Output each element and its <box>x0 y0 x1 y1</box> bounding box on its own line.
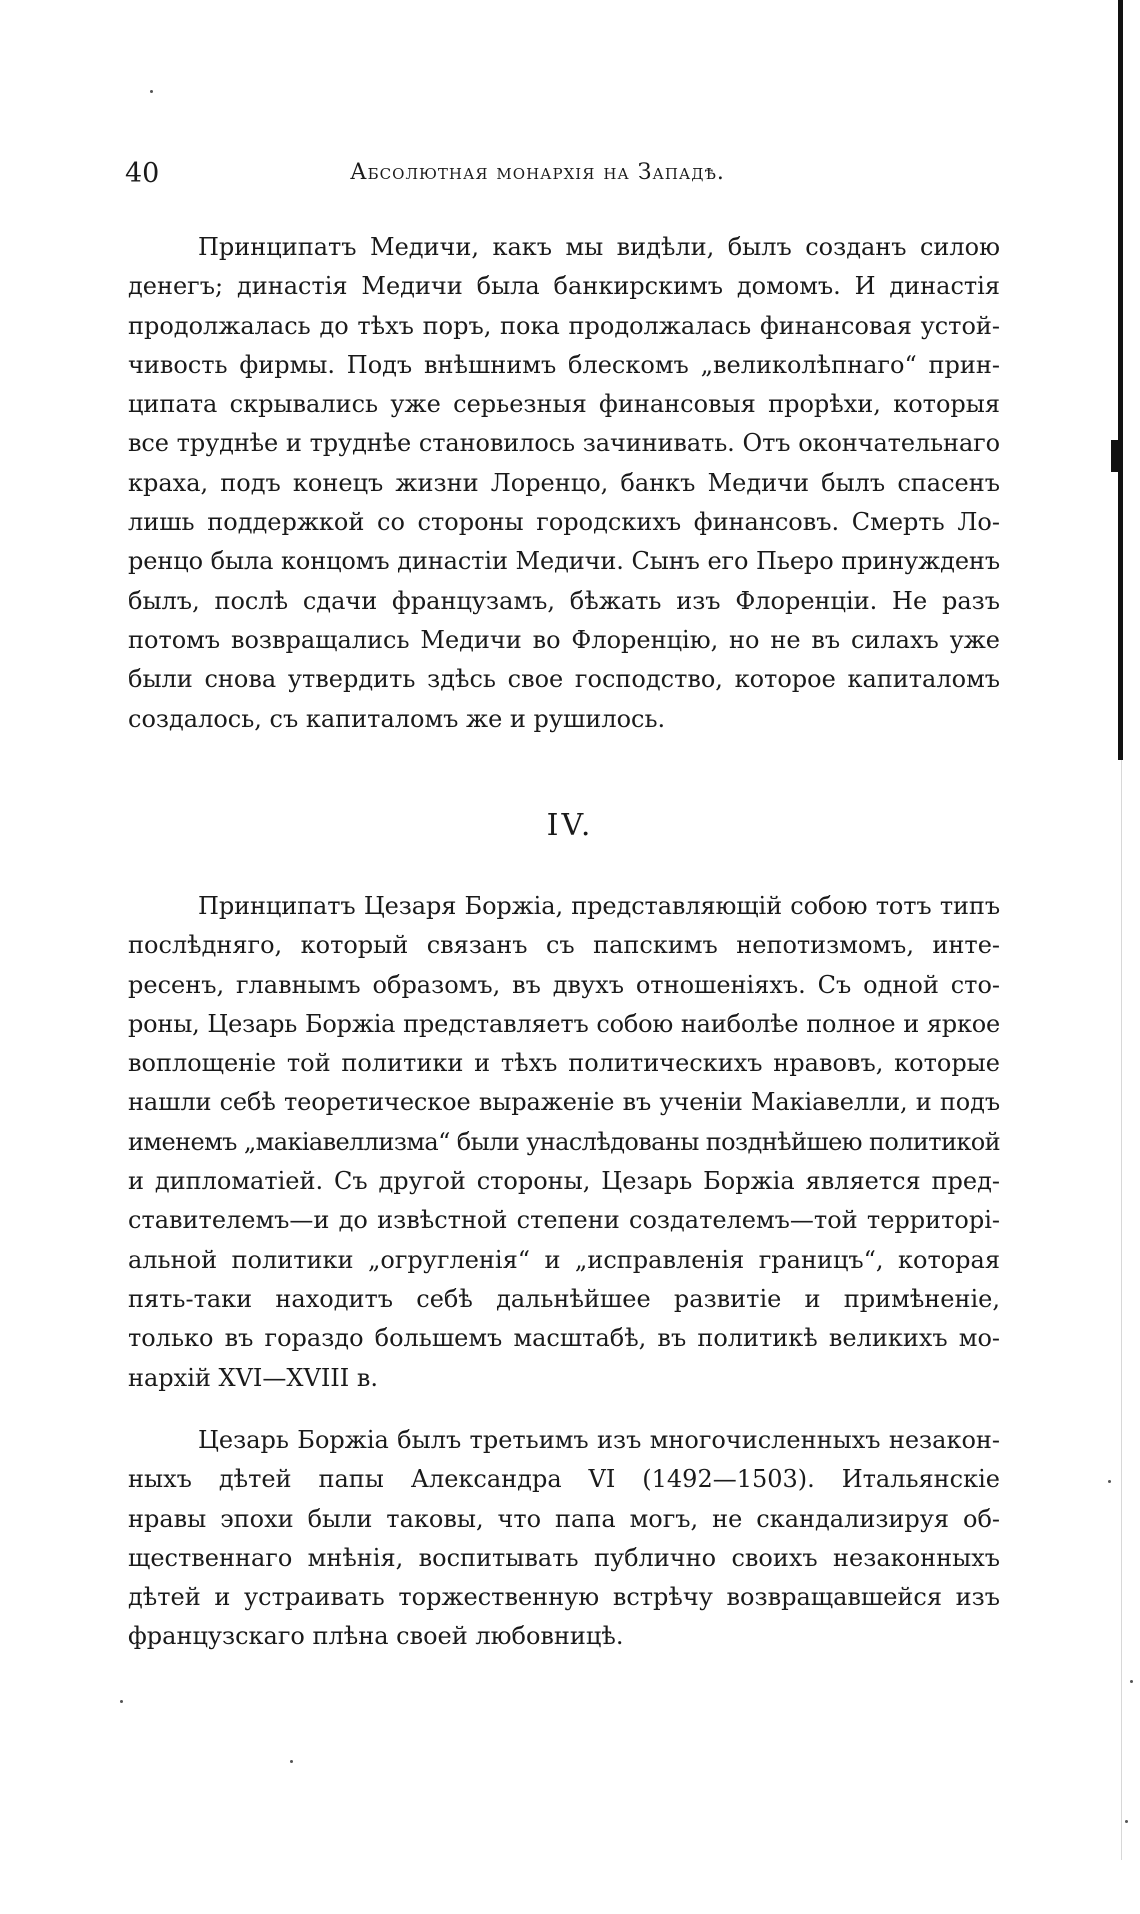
page-edge-line <box>1121 760 1122 1860</box>
text-line: создалось, съ капиталомъ же и рушилось. <box>128 704 666 733</box>
page-edge-mark <box>1111 440 1119 472</box>
scan-speck <box>1108 1480 1111 1483</box>
text-line: пять-таки находитъ себѣ дальнѣйшее развитіе и примѣненіе, <box>128 1284 1000 1313</box>
scan-speck <box>150 90 153 93</box>
text-line: чивость фирмы. Подъ внѣшнимъ блескомъ „великолѣпнаго“ прин- <box>128 350 1000 379</box>
text-line: лишь поддержкой со стороны городскихъ финансовъ. Смерть Ло- <box>128 508 1000 537</box>
text-line: потомъ возвращались Медичи во Флоренцію, но не въ силахъ уже <box>128 625 1000 654</box>
text-line: воплощеніе той политики и тѣхъ политическихъ нравовъ, которые <box>128 1049 1000 1078</box>
text-line: Принципатъ Цезаря Боржіа, представляющій собою тотъ типъ <box>198 892 1000 920</box>
text-line: нашли себѣ теоретическое выраженіе въ ученіи Макіавелли, и подъ <box>128 1088 1000 1117</box>
text-line: ренцо была концомъ династіи Медичи. Сынъ его Пьеро принужденъ <box>128 547 1000 576</box>
text-line: ставителемъ—и до извѣстной степени создателемъ—той территорі- <box>128 1206 1000 1235</box>
text-line: послѣдняго, который связанъ съ папскимъ непотизмомъ, инте- <box>128 931 1000 960</box>
text-line: щественнаго мнѣнія, воспитывать публично своихъ незаконныхъ <box>128 1543 1000 1572</box>
text-line: продолжалась до тѣхъ поръ, пока продолжалась финансовая устой- <box>128 311 1000 340</box>
text-line: былъ, послѣ сдачи французамъ, бѣжать изъ Флоренціи. Не разъ <box>128 586 1000 615</box>
running-head: Абсолютная монархія на Западѣ. <box>350 160 725 185</box>
scan-speck <box>1125 1820 1128 1823</box>
text-line: именемъ „макіавеллизма“ были унаслѣдованы позднѣйшею политикой <box>128 1127 1000 1156</box>
text-line: только въ гораздо большемъ масштабѣ, въ политикѣ великихъ мо- <box>128 1324 1000 1353</box>
text-line: нравы эпохи были таковы, что папа могъ, не скандализируя об- <box>128 1504 1000 1533</box>
scan-speck <box>120 1700 123 1703</box>
section-number: IV. <box>546 808 594 843</box>
paragraph-2 <box>128 887 1000 1398</box>
text-line: Принципатъ Медичи, какъ мы видѣли, былъ созданъ силою <box>198 233 1000 261</box>
text-line: ципата скрывались уже серьезныя финансовыя прорѣхи, которыя <box>128 390 1000 419</box>
paragraph-3 <box>128 1421 1000 1657</box>
page-header <box>125 158 995 198</box>
text-line: краха, подъ конецъ жизни Лоренцо, банкъ Медичи былъ спасенъ <box>128 468 1000 497</box>
page-edge-shadow <box>1118 0 1123 760</box>
text-line: Цезарь Боржіа былъ третьимъ изъ многочисленныхъ незакон- <box>198 1426 1000 1454</box>
text-line: роны, Цезарь Боржіа представляетъ собою наиболѣе полное и яркое <box>128 1009 1000 1038</box>
text-line: дѣтей и устраивать торжественную встрѣчу возвращавшейся изъ <box>128 1583 1000 1612</box>
text-line: французскаго плѣна своей любовницѣ. <box>128 1622 624 1651</box>
paragraph-1 <box>128 228 1000 739</box>
page-number: 40 <box>125 158 160 189</box>
text-line: и дипломатіей. Съ другой стороны, Цезарь Боржіа является пред- <box>128 1167 1000 1196</box>
text-line: денегъ; династія Медичи была банкирскимъ домомъ. И династія <box>128 272 1000 301</box>
text-line: нархій XVI—XVIII в. <box>128 1363 379 1392</box>
text-line: ресенъ, главнымъ образомъ, въ двухъ отношеніяхъ. Съ одной сто- <box>128 970 1000 999</box>
scan-speck <box>290 1760 293 1763</box>
scan-speck <box>1130 1680 1133 1683</box>
text-line: ныхъ дѣтей папы Александра VI (1492—1503). Итальянскіе <box>128 1465 1000 1494</box>
text-line: были снова утвердить здѣсь свое господство, которое капиталомъ <box>128 665 1000 694</box>
text-line: все труднѣе и труднѣе становилось зачинивать. Отъ окончательнаго <box>128 429 1000 458</box>
text-line: альной политики „огругленія“ и „исправленія границъ“, которая <box>128 1245 1000 1274</box>
